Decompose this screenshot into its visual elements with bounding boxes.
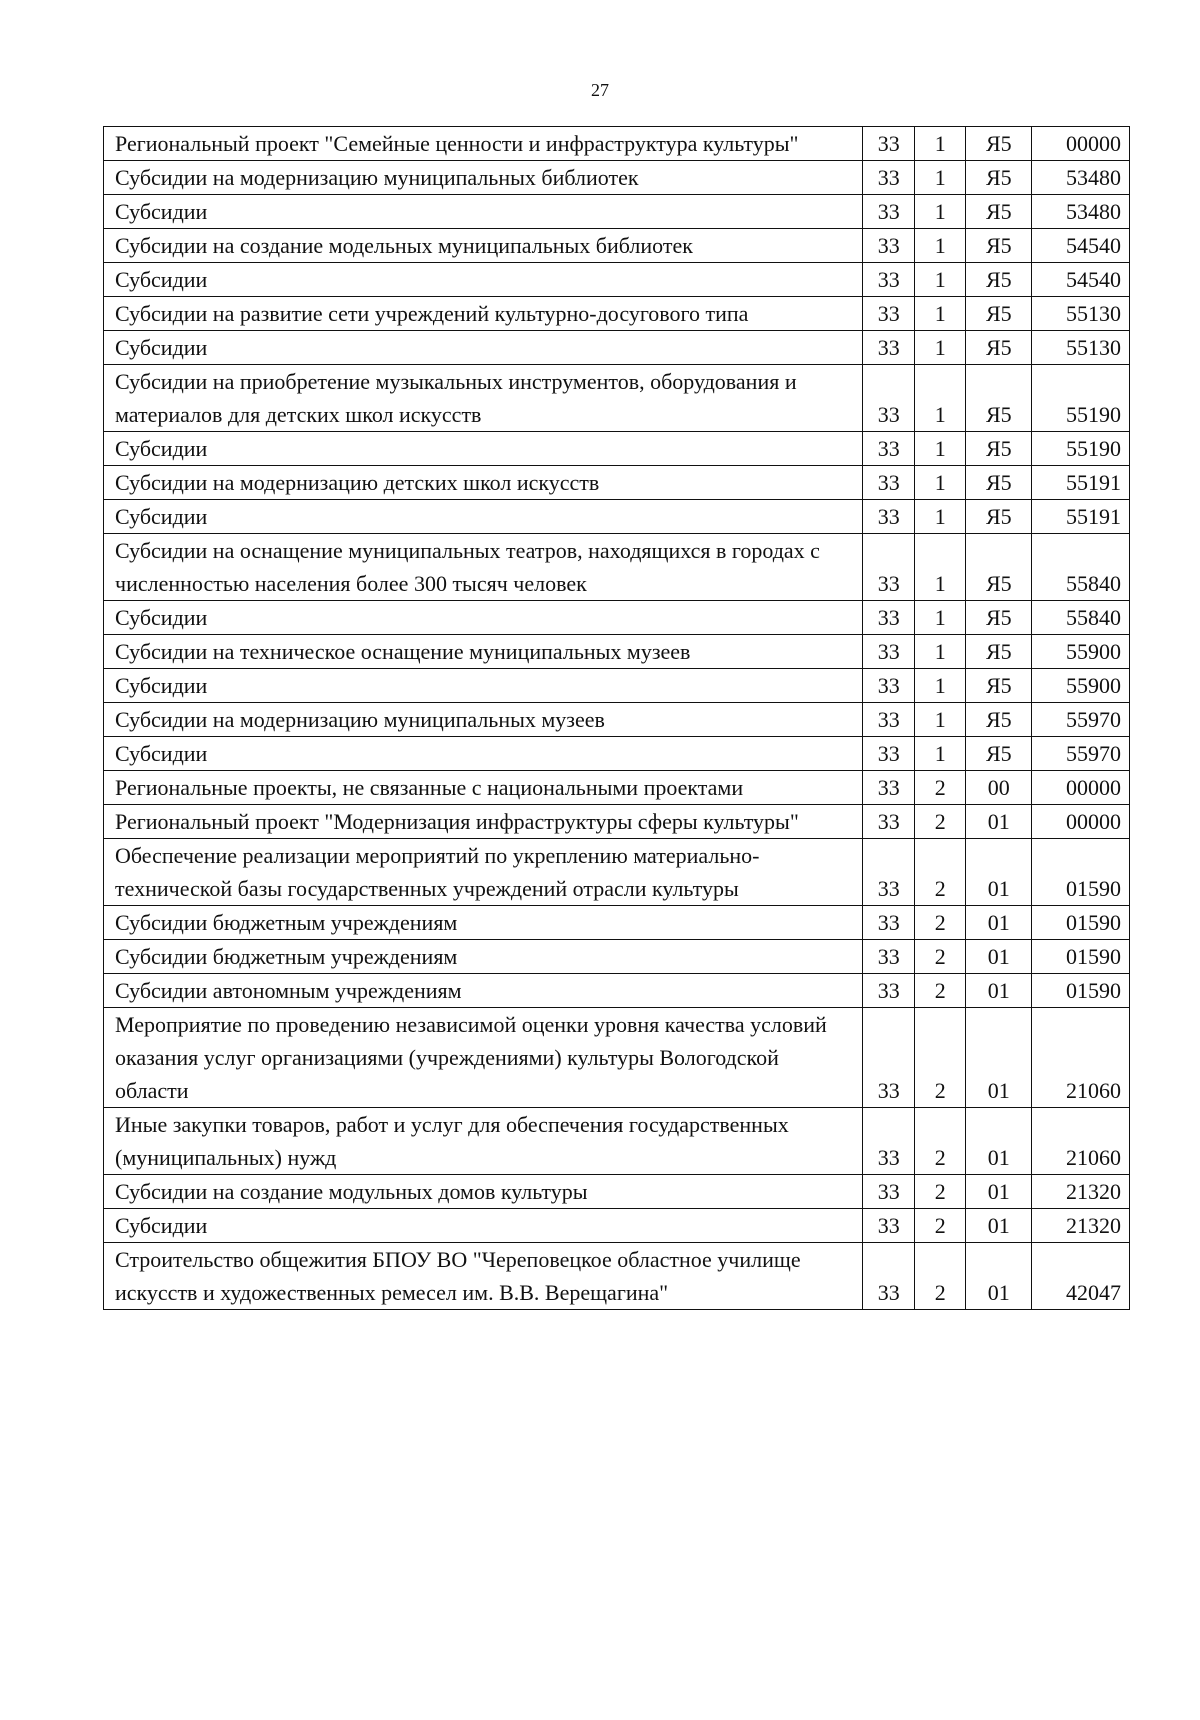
row-code-cell-c3: Я5	[966, 737, 1032, 771]
table-row	[104, 669, 1130, 703]
row-code-cell-c3: Я5	[966, 500, 1032, 534]
table-row	[104, 161, 1130, 195]
row-code-cell-c3: 01	[966, 1008, 1032, 1108]
row-code-cell-c2: 1	[915, 432, 966, 466]
row-name-cell: Субсидии	[104, 263, 863, 297]
row-code-cell-c1: 33	[863, 974, 915, 1008]
row-code-cell-c2: 2	[915, 1209, 966, 1243]
table-row	[104, 601, 1130, 635]
row-code-cell-c1: 33	[863, 331, 915, 365]
row-code-cell-c4: 55130	[1032, 297, 1130, 331]
row-code-cell-c4: 42047	[1032, 1243, 1130, 1310]
row-name-cell: Субсидии	[104, 331, 863, 365]
row-code-cell-c2: 1	[915, 331, 966, 365]
row-code-cell-c1: 33	[863, 1243, 915, 1310]
row-code-cell-c2: 1	[915, 161, 966, 195]
row-code-cell-c4: 01590	[1032, 940, 1130, 974]
row-code-cell-c1: 33	[863, 940, 915, 974]
row-code-cell-c4: 54540	[1032, 263, 1130, 297]
row-code-cell-c2: 1	[915, 127, 966, 161]
row-code-cell-c4: 54540	[1032, 229, 1130, 263]
row-code-cell-c4: 55190	[1032, 365, 1130, 432]
row-name-cell: Субсидии бюджетным учреждениям	[104, 906, 863, 940]
row-code-cell-c2: 2	[915, 805, 966, 839]
table-row	[104, 331, 1130, 365]
row-name-cell: Субсидии бюджетным учреждениям	[104, 940, 863, 974]
row-code-cell-c1: 33	[863, 601, 915, 635]
row-code-cell-c4: 21060	[1032, 1008, 1130, 1108]
table-row	[104, 839, 1130, 906]
row-name-cell: Субсидии	[104, 737, 863, 771]
row-code-cell-c1: 33	[863, 365, 915, 432]
row-name-cell: Субсидии на модернизацию муниципальных музеев	[104, 703, 863, 737]
row-code-cell-c2: 2	[915, 974, 966, 1008]
row-code-cell-c4: 53480	[1032, 161, 1130, 195]
row-code-cell-c1: 33	[863, 466, 915, 500]
row-code-cell-c3: Я5	[966, 601, 1032, 635]
row-code-cell-c4: 55840	[1032, 534, 1130, 601]
row-code-cell-c2: 1	[915, 229, 966, 263]
row-code-cell-c1: 33	[863, 771, 915, 805]
row-code-cell-c4: 55840	[1032, 601, 1130, 635]
row-code-cell-c3: 01	[966, 940, 1032, 974]
row-code-cell-c3: 01	[966, 974, 1032, 1008]
row-code-cell-c1: 33	[863, 1108, 915, 1175]
row-code-cell-c1: 33	[863, 635, 915, 669]
row-code-cell-c4: 55130	[1032, 331, 1130, 365]
page-number: 27	[591, 80, 609, 100]
row-code-cell-c1: 33	[863, 906, 915, 940]
row-code-cell-c2: 1	[915, 297, 966, 331]
row-code-cell-c1: 33	[863, 263, 915, 297]
row-code-cell-c2: 1	[915, 365, 966, 432]
row-code-cell-c3: 01	[966, 839, 1032, 906]
row-name-cell: Субсидии	[104, 669, 863, 703]
row-code-cell-c1: 33	[863, 839, 915, 906]
row-code-cell-c2: 1	[915, 737, 966, 771]
row-name-cell: Региональный проект "Модернизация инфраструктуры сферы культуры"	[104, 805, 863, 839]
row-code-cell-c3: Я5	[966, 161, 1032, 195]
row-code-cell-c2: 1	[915, 195, 966, 229]
row-name-cell: Субсидии	[104, 195, 863, 229]
row-code-cell-c3: Я5	[966, 365, 1032, 432]
row-code-cell-c4: 55191	[1032, 500, 1130, 534]
row-name-cell: Субсидии	[104, 601, 863, 635]
table-row	[104, 703, 1130, 737]
row-code-cell-c4: 21320	[1032, 1175, 1130, 1209]
row-code-cell-c1: 33	[863, 805, 915, 839]
row-code-cell-c2: 2	[915, 839, 966, 906]
row-name-cell: Иные закупки товаров, работ и услуг для обеспечения государственных (муниципальных) нужд	[104, 1108, 863, 1175]
row-code-cell-c3: 01	[966, 1243, 1032, 1310]
row-code-cell-c4: 55190	[1032, 432, 1130, 466]
table-row	[104, 466, 1130, 500]
row-code-cell-c1: 33	[863, 432, 915, 466]
row-code-cell-c3: Я5	[966, 297, 1032, 331]
row-code-cell-c2: 2	[915, 1243, 966, 1310]
row-code-cell-c1: 33	[863, 1175, 915, 1209]
row-code-cell-c3: Я5	[966, 703, 1032, 737]
table-row	[104, 500, 1130, 534]
row-name-cell: Обеспечение реализации мероприятий по укреплению материально-технической базы государственных учреждений отрасли культуры	[104, 839, 863, 906]
row-code-cell-c3: 01	[966, 1175, 1032, 1209]
row-code-cell-c3: Я5	[966, 127, 1032, 161]
row-code-cell-c4: 55900	[1032, 635, 1130, 669]
row-code-cell-c4: 01590	[1032, 974, 1130, 1008]
table-row	[104, 974, 1130, 1008]
row-code-cell-c3: Я5	[966, 331, 1032, 365]
row-code-cell-c4: 01590	[1032, 839, 1130, 906]
table-row	[104, 195, 1130, 229]
row-code-cell-c1: 33	[863, 195, 915, 229]
row-code-cell-c2: 1	[915, 500, 966, 534]
table-row	[104, 229, 1130, 263]
row-code-cell-c3: Я5	[966, 669, 1032, 703]
row-code-cell-c2: 1	[915, 534, 966, 601]
row-code-cell-c2: 2	[915, 906, 966, 940]
row-code-cell-c2: 1	[915, 466, 966, 500]
table-row	[104, 1175, 1130, 1209]
row-code-cell-c4: 21320	[1032, 1209, 1130, 1243]
row-code-cell-c4: 00000	[1032, 127, 1130, 161]
budget-classification-table	[103, 126, 1130, 1310]
row-code-cell-c2: 1	[915, 263, 966, 297]
row-name-cell: Субсидии на создание модульных домов культуры	[104, 1175, 863, 1209]
row-code-cell-c3: Я5	[966, 229, 1032, 263]
row-name-cell: Субсидии на развитие сети учреждений культурно-досугового типа	[104, 297, 863, 331]
row-code-cell-c1: 33	[863, 1209, 915, 1243]
row-code-cell-c2: 2	[915, 1175, 966, 1209]
table-row	[104, 432, 1130, 466]
row-name-cell: Региональные проекты, не связанные с национальными проектами	[104, 771, 863, 805]
row-name-cell: Субсидии на оснащение муниципальных театров, находящихся в городах с численностью населения более 300 тысяч человек	[104, 534, 863, 601]
row-code-cell-c2: 1	[915, 635, 966, 669]
row-code-cell-c2: 2	[915, 771, 966, 805]
row-code-cell-c3: Я5	[966, 534, 1032, 601]
row-code-cell-c3: Я5	[966, 466, 1032, 500]
row-code-cell-c1: 33	[863, 161, 915, 195]
row-name-cell: Субсидии на модернизацию муниципальных библиотек	[104, 161, 863, 195]
row-code-cell-c3: Я5	[966, 195, 1032, 229]
row-code-cell-c3: 01	[966, 1209, 1032, 1243]
row-code-cell-c2: 2	[915, 940, 966, 974]
table-row	[104, 906, 1130, 940]
row-code-cell-c3: 00	[966, 771, 1032, 805]
row-code-cell-c4: 21060	[1032, 1108, 1130, 1175]
row-code-cell-c1: 33	[863, 669, 915, 703]
row-code-cell-c1: 33	[863, 127, 915, 161]
row-name-cell: Региональный проект "Семейные ценности и инфраструктура культуры"	[104, 127, 863, 161]
row-code-cell-c2: 2	[915, 1108, 966, 1175]
table-row	[104, 940, 1130, 974]
row-code-cell-c3: Я5	[966, 635, 1032, 669]
row-code-cell-c4: 00000	[1032, 771, 1130, 805]
row-code-cell-c2: 1	[915, 703, 966, 737]
row-name-cell: Мероприятие по проведению независимой оценки уровня качества условий оказания услуг организациями (учреждениями) культуры Вологодской области	[104, 1008, 863, 1108]
row-name-cell: Субсидии на техническое оснащение муниципальных музеев	[104, 635, 863, 669]
row-code-cell-c4: 55970	[1032, 737, 1130, 771]
row-code-cell-c1: 33	[863, 297, 915, 331]
row-code-cell-c3: Я5	[966, 263, 1032, 297]
table-body	[104, 127, 1130, 1310]
row-name-cell: Строительство общежития БПОУ ВО "Череповецкое областное училище искусств и художественных ремесел им. В.В. Верещагина"	[104, 1243, 863, 1310]
row-code-cell-c3: 01	[966, 1108, 1032, 1175]
row-code-cell-c4: 00000	[1032, 805, 1130, 839]
row-code-cell-c4: 55900	[1032, 669, 1130, 703]
table-row	[104, 263, 1130, 297]
row-name-cell: Субсидии на приобретение музыкальных инструментов, оборудования и материалов для детских школ искусств	[104, 365, 863, 432]
table-row	[104, 127, 1130, 161]
row-code-cell-c2: 2	[915, 1008, 966, 1108]
row-code-cell-c3: 01	[966, 805, 1032, 839]
row-code-cell-c3: Я5	[966, 432, 1032, 466]
row-code-cell-c4: 53480	[1032, 195, 1130, 229]
row-code-cell-c1: 33	[863, 703, 915, 737]
table-row	[104, 635, 1130, 669]
row-code-cell-c4: 01590	[1032, 906, 1130, 940]
row-code-cell-c1: 33	[863, 534, 915, 601]
row-code-cell-c1: 33	[863, 229, 915, 263]
table-row	[104, 1108, 1130, 1175]
row-name-cell: Субсидии на модернизацию детских школ искусств	[104, 466, 863, 500]
row-name-cell: Субсидии	[104, 1209, 863, 1243]
row-code-cell-c2: 1	[915, 669, 966, 703]
table-row	[104, 805, 1130, 839]
row-code-cell-c4: 55970	[1032, 703, 1130, 737]
row-code-cell-c1: 33	[863, 737, 915, 771]
row-code-cell-c1: 33	[863, 500, 915, 534]
row-code-cell-c2: 1	[915, 601, 966, 635]
table-row	[104, 297, 1130, 331]
row-name-cell: Субсидии	[104, 500, 863, 534]
row-code-cell-c1: 33	[863, 1008, 915, 1108]
table-row	[104, 771, 1130, 805]
row-code-cell-c4: 55191	[1032, 466, 1130, 500]
row-name-cell: Субсидии на создание модельных муниципальных библиотек	[104, 229, 863, 263]
table-row	[104, 534, 1130, 601]
table-row	[104, 737, 1130, 771]
table-row	[104, 365, 1130, 432]
row-name-cell: Субсидии	[104, 432, 863, 466]
row-name-cell: Субсидии автономным учреждениям	[104, 974, 863, 1008]
row-code-cell-c3: 01	[966, 906, 1032, 940]
table-row	[104, 1243, 1130, 1310]
table-row	[104, 1008, 1130, 1108]
table-row	[104, 1209, 1130, 1243]
